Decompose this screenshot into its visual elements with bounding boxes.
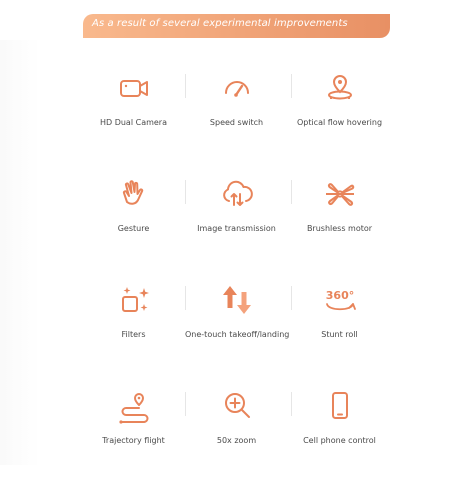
feature-hd-dual-camera — [82, 60, 185, 166]
zoom-in-icon — [219, 388, 255, 424]
feature-label: Filters — [121, 330, 146, 339]
feature-optical-flow-hovering — [288, 60, 391, 166]
feature-cell-phone-control — [288, 378, 391, 484]
feature-trajectory-flight — [82, 378, 185, 484]
feature-label: Image transmission — [197, 224, 276, 233]
feature-stunt-roll — [288, 272, 391, 378]
feature-one-touch-takeoff-landing — [185, 272, 288, 378]
propeller-icon — [322, 176, 358, 212]
feature-grid — [82, 60, 392, 484]
feature-image-transmission — [185, 166, 288, 272]
feature-row — [82, 60, 392, 166]
speedometer-icon — [219, 70, 255, 106]
feature-row — [82, 378, 392, 484]
feature-label: Trajectory flight — [102, 436, 165, 445]
feature-row — [82, 166, 392, 272]
feature-row — [82, 272, 392, 378]
feature-label: 50x zoom — [216, 436, 257, 445]
banner-title: As a result of several experimental improvements — [92, 18, 348, 29]
rotate-360-badge: 360° — [325, 289, 354, 302]
feature-label: One-touch takeoff/landing — [185, 330, 290, 339]
sparkle-filter-icon — [116, 282, 152, 318]
feature-label: HD Dual Camera — [99, 118, 167, 127]
camera-icon — [116, 70, 152, 106]
left-shadow — [0, 40, 40, 465]
up-down-arrows-icon — [219, 282, 255, 318]
feature-gesture — [82, 166, 185, 272]
feature-label: Stunt roll — [321, 330, 358, 339]
hand-gesture-icon — [116, 176, 152, 212]
feature-50x-zoom — [185, 378, 288, 484]
phone-icon — [322, 388, 358, 424]
route-icon — [116, 388, 152, 424]
feature-label: Brushless motor — [306, 224, 373, 233]
feature-label: Optical flow hovering — [296, 118, 383, 127]
feature-brushless-motor — [288, 166, 391, 272]
feature-label: Gesture — [117, 224, 150, 233]
feature-label: Cell phone control — [303, 436, 376, 445]
location-pin-icon — [322, 70, 358, 106]
rotate-360-icon — [322, 282, 358, 318]
cloud-transfer-icon — [219, 176, 255, 212]
feature-speed-switch — [185, 60, 288, 166]
feature-filters — [82, 272, 185, 378]
feature-label: Speed switch — [209, 118, 264, 127]
